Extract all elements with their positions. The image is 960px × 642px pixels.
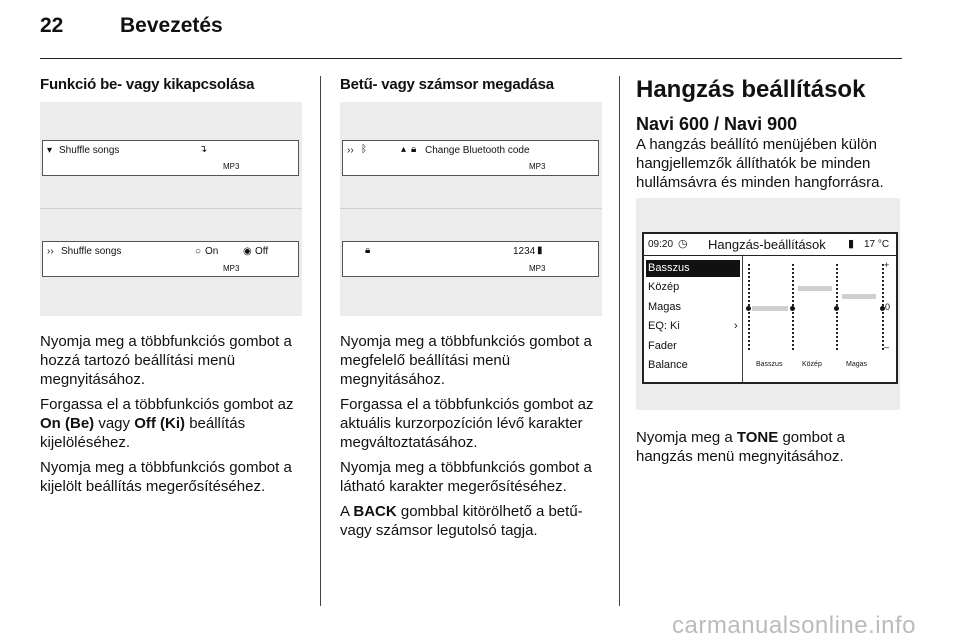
- panel-divider: [742, 256, 743, 382]
- header-rule: [40, 58, 902, 59]
- watermark: carmanualsonline.info: [672, 612, 916, 639]
- slider-knob: [746, 306, 751, 311]
- col1-paragraph-2: [40, 395, 310, 452]
- lcd-label: Change Bluetooth code: [425, 145, 530, 156]
- menu-item-fader[interactable]: Fader: [648, 340, 677, 352]
- menu-item-kozep[interactable]: Közép: [648, 281, 680, 293]
- menu-item-balance[interactable]: Balance: [648, 359, 688, 371]
- screen-header-rule: [644, 255, 896, 256]
- bar-label-kozep: Közép: [802, 361, 822, 368]
- lcd-screen-code-entry: [342, 241, 599, 277]
- lcd-mp3: MP3: [223, 264, 240, 273]
- tone-figure: [636, 198, 900, 410]
- option-on: On: [205, 246, 219, 257]
- text: gombbal kitörölhető a betű- vagy számsor legutolsó tagja.: [340, 503, 583, 539]
- page-header: [40, 14, 223, 38]
- column-2-body: [340, 332, 610, 546]
- text: beállítás kijelöléséhez.: [40, 415, 246, 451]
- text: A: [340, 503, 354, 520]
- menu-item-magas[interactable]: Magas: [648, 301, 682, 313]
- col2-paragraph-2: Forgassa el a többfunkciós gombot az aktuális kurzorpozíción lévő karakter megváltoztatásához.: [340, 396, 594, 451]
- tone-settings-screen: [642, 232, 898, 384]
- figure-separator: [40, 208, 302, 209]
- lock-icon: 🔒︎: [411, 144, 417, 155]
- slider-knob: [834, 306, 839, 311]
- bluetooth-icon: ᛒ: [361, 144, 367, 155]
- scale-zero: 0: [885, 302, 891, 312]
- section-subheading: Navi 600 / Navi 900: [636, 114, 798, 134]
- column-divider-2: [619, 76, 620, 606]
- bold-tone: TONE: [736, 429, 779, 446]
- section-title: Bevezetés: [120, 14, 223, 37]
- up-arrow-icon: ▴: [401, 144, 407, 155]
- slider-knob: [790, 306, 795, 311]
- slider-kozep[interactable]: [798, 286, 832, 291]
- column-2: [340, 76, 606, 93]
- scale-minus: –: [884, 342, 890, 352]
- lcd-mp3: MP3: [223, 162, 240, 171]
- option-off: Off: [255, 246, 269, 257]
- code-value: 1234: [513, 246, 536, 257]
- forward-chevron-icon: ››: [347, 145, 354, 156]
- lcd-mp3: MP3: [529, 162, 546, 171]
- input-figure: [340, 102, 602, 316]
- section-heading: Hangzás beállítások: [636, 76, 866, 103]
- radio-empty-icon: ○: [195, 246, 202, 257]
- text: vagy: [94, 415, 135, 432]
- col2-paragraph-4: [340, 502, 610, 540]
- toggle-figure: [40, 102, 302, 316]
- text: Nyomja meg a: [636, 429, 737, 446]
- bar-label-basszus: Basszus: [756, 361, 783, 368]
- col2-heading: Betű- vagy számsor megadása: [340, 76, 554, 93]
- lcd-screen-shuffle-toggle: [42, 241, 299, 277]
- clock-time: 09:20: [648, 239, 674, 250]
- column-1: [40, 76, 306, 93]
- column-3-body: [636, 428, 902, 472]
- menu-item-eq[interactable]: EQ: Ki: [648, 320, 680, 332]
- col1-paragraph-1: Nyomja meg a többfunkciós gombot a hozzá tartozó beállítási menü megnyitásához.: [40, 333, 292, 388]
- screen-title: Hangzás-beállítások: [708, 237, 826, 252]
- phone-icon: ▮: [848, 238, 855, 250]
- col2-paragraph-3: Nyomja meg a többfunkciós gombot a látható karakter megerősítéséhez.: [340, 459, 592, 495]
- col3-intro: A hangzás beállító menüjében külön hangjellemzők állíthatók be minden hullámsávra és minden hangforrásra.: [636, 136, 884, 191]
- lcd-screen-bluetooth: [342, 140, 599, 176]
- lock-icon: 🔒︎: [365, 245, 371, 256]
- submenu-arrow-icon: ›: [734, 320, 738, 332]
- page-number: 22: [40, 14, 64, 37]
- bar-label-magas: Magas: [846, 361, 868, 368]
- lcd-mp3: MP3: [529, 264, 546, 273]
- clock-icon: ◷: [678, 238, 688, 250]
- col2-paragraph-1: Nyomja meg a többfunkciós gombot a megfelelő beállítási menü megnyitásához.: [340, 333, 592, 388]
- radio-selected-icon: ◉: [243, 246, 252, 257]
- figure-separator: [340, 208, 602, 209]
- scale-plus: +: [884, 260, 890, 270]
- slider-magas[interactable]: [842, 294, 876, 299]
- lcd-label: Shuffle songs: [59, 145, 120, 156]
- dropdown-arrow-icon: ▾: [47, 145, 53, 156]
- column-3: [636, 76, 906, 192]
- bold-on: On (Be): [40, 415, 95, 432]
- forward-chevron-icon: ››: [47, 246, 54, 257]
- text: Forgassa el a többfunkciós gombot az: [40, 396, 294, 413]
- lcd-label: Shuffle songs: [61, 246, 122, 257]
- temperature: 17 °C: [864, 239, 890, 250]
- column-1-body: [40, 332, 310, 502]
- col1-heading: Funkció be- vagy kikapcsolása: [40, 76, 255, 93]
- shuffle-icon: ↴: [199, 144, 208, 155]
- slider-basszus[interactable]: [752, 306, 788, 311]
- lcd-screen-shuffle-list: [42, 140, 299, 176]
- text: gombot a hangzás menü megnyitásához.: [636, 429, 845, 465]
- bold-off: Off (Ki): [134, 415, 186, 432]
- bold-back: BACK: [353, 503, 397, 520]
- cursor-block-icon: ▮: [537, 245, 543, 256]
- col1-paragraph-3: Nyomja meg a többfunkciós gombot a kijelölt beállítás megerősítéséhez.: [40, 459, 292, 495]
- column-divider-1: [320, 76, 321, 606]
- col3-paragraph: [636, 428, 902, 466]
- menu-item-basszus[interactable]: Basszus: [648, 262, 690, 274]
